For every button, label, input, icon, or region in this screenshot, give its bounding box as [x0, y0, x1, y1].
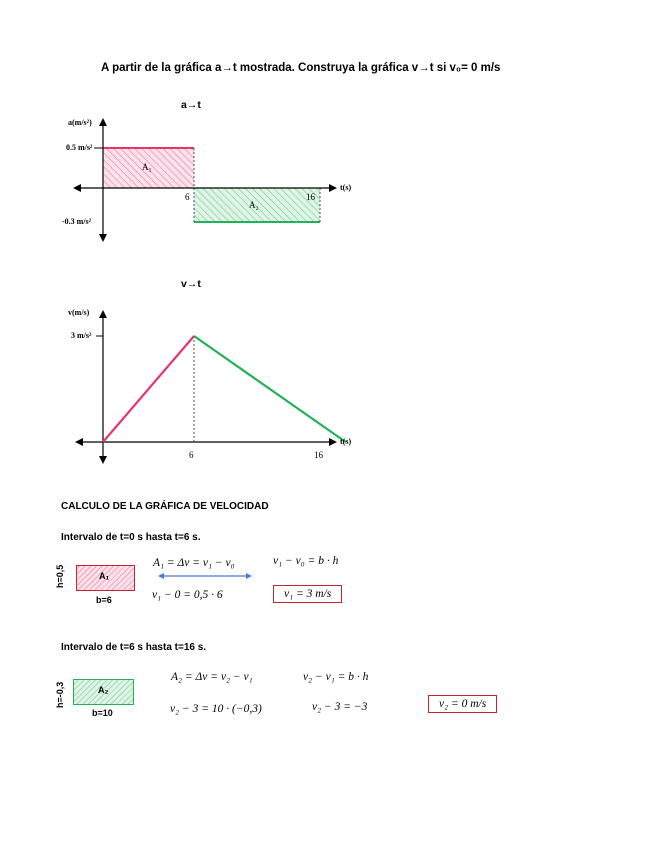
- vel-x-arrow-left: [75, 438, 83, 446]
- interval2-eq2: v₂ − v₁ = b · h: [303, 671, 369, 683]
- accel-x-tick-16: 16: [306, 192, 315, 202]
- vel-y-label: v(m/s): [68, 308, 90, 317]
- accel-y-arrow-up: [99, 118, 107, 126]
- graph-v-title: v→t: [181, 278, 201, 290]
- interval1-height: h=0,5: [55, 564, 65, 588]
- velocity-segment-2: [194, 336, 346, 442]
- vel-y-arrow-up: [99, 310, 107, 318]
- interval2-eq4: v₂ − 3 = −3: [312, 701, 368, 713]
- accel-tick-pos: 0.5 m/s²: [66, 143, 93, 152]
- interval1-heading: Intervalo de t=0 s hasta t=6 s.: [61, 532, 201, 543]
- accel-y-arrow-down: [99, 234, 107, 242]
- accel-x-arrow-left: [73, 184, 81, 192]
- accel-x-label: t(s): [340, 183, 352, 192]
- vel-x-arrow-right: [329, 438, 337, 446]
- vel-x-label: t(s): [340, 437, 352, 446]
- interval2-heading: Intervalo de t=6 s hasta t=16 s.: [61, 642, 207, 653]
- area-a2-label: A₂: [249, 200, 259, 210]
- interval1-eq3: v₁ − 0 = 0,5 · 6: [152, 589, 223, 601]
- vel-x-tick-6: 6: [189, 450, 194, 460]
- interval1-eq1: A₁ = Δv = v₁ − v₀: [153, 557, 235, 569]
- interval1-eq2: v₁ − v₀ = b · h: [273, 555, 339, 567]
- accel-x-arrow-right: [329, 184, 337, 192]
- graph-a-title: a→t: [181, 99, 201, 111]
- accel-tick-neg: -0.3 m/s²: [62, 217, 92, 226]
- interval2-rect-label: A₂: [98, 685, 109, 695]
- interval2-result: v₂ = 0 m/s: [428, 695, 497, 713]
- interval2-eq1: A₂ = Δv = v₂ − v₁: [171, 671, 253, 683]
- vel-tick-label: 3 m/s²: [71, 331, 92, 340]
- interval2-height: h=-0,3: [55, 681, 65, 708]
- accel-graph: [0, 0, 655, 260]
- area-a1-label: A₁: [142, 162, 152, 172]
- accel-y-label: a(m/s²): [68, 118, 92, 127]
- vel-y-arrow-down: [99, 456, 107, 464]
- interval2-eq3: v₂ − 3 = 10 · (−0,3): [170, 703, 262, 715]
- interval1-brace-arrow: [158, 570, 252, 582]
- interval1-result: v₁ = 3 m/s: [273, 585, 342, 603]
- interval1-base: b=6: [96, 595, 112, 605]
- calc-heading: CALCULO DE LA GRÁFICA DE VELOCIDAD: [61, 501, 269, 512]
- vel-x-tick-16: 16: [314, 450, 323, 460]
- velocity-segment-1: [103, 336, 194, 442]
- interval2-base: b=10: [92, 708, 113, 718]
- interval1-rect-label: A₁: [99, 571, 110, 581]
- page-title: A partir de la gráfica a→t mostrada. Construya la gráfica v→t si v₀= 0 m/s: [101, 62, 501, 74]
- accel-x-tick-6: 6: [185, 192, 190, 202]
- velocity-graph: [0, 290, 655, 470]
